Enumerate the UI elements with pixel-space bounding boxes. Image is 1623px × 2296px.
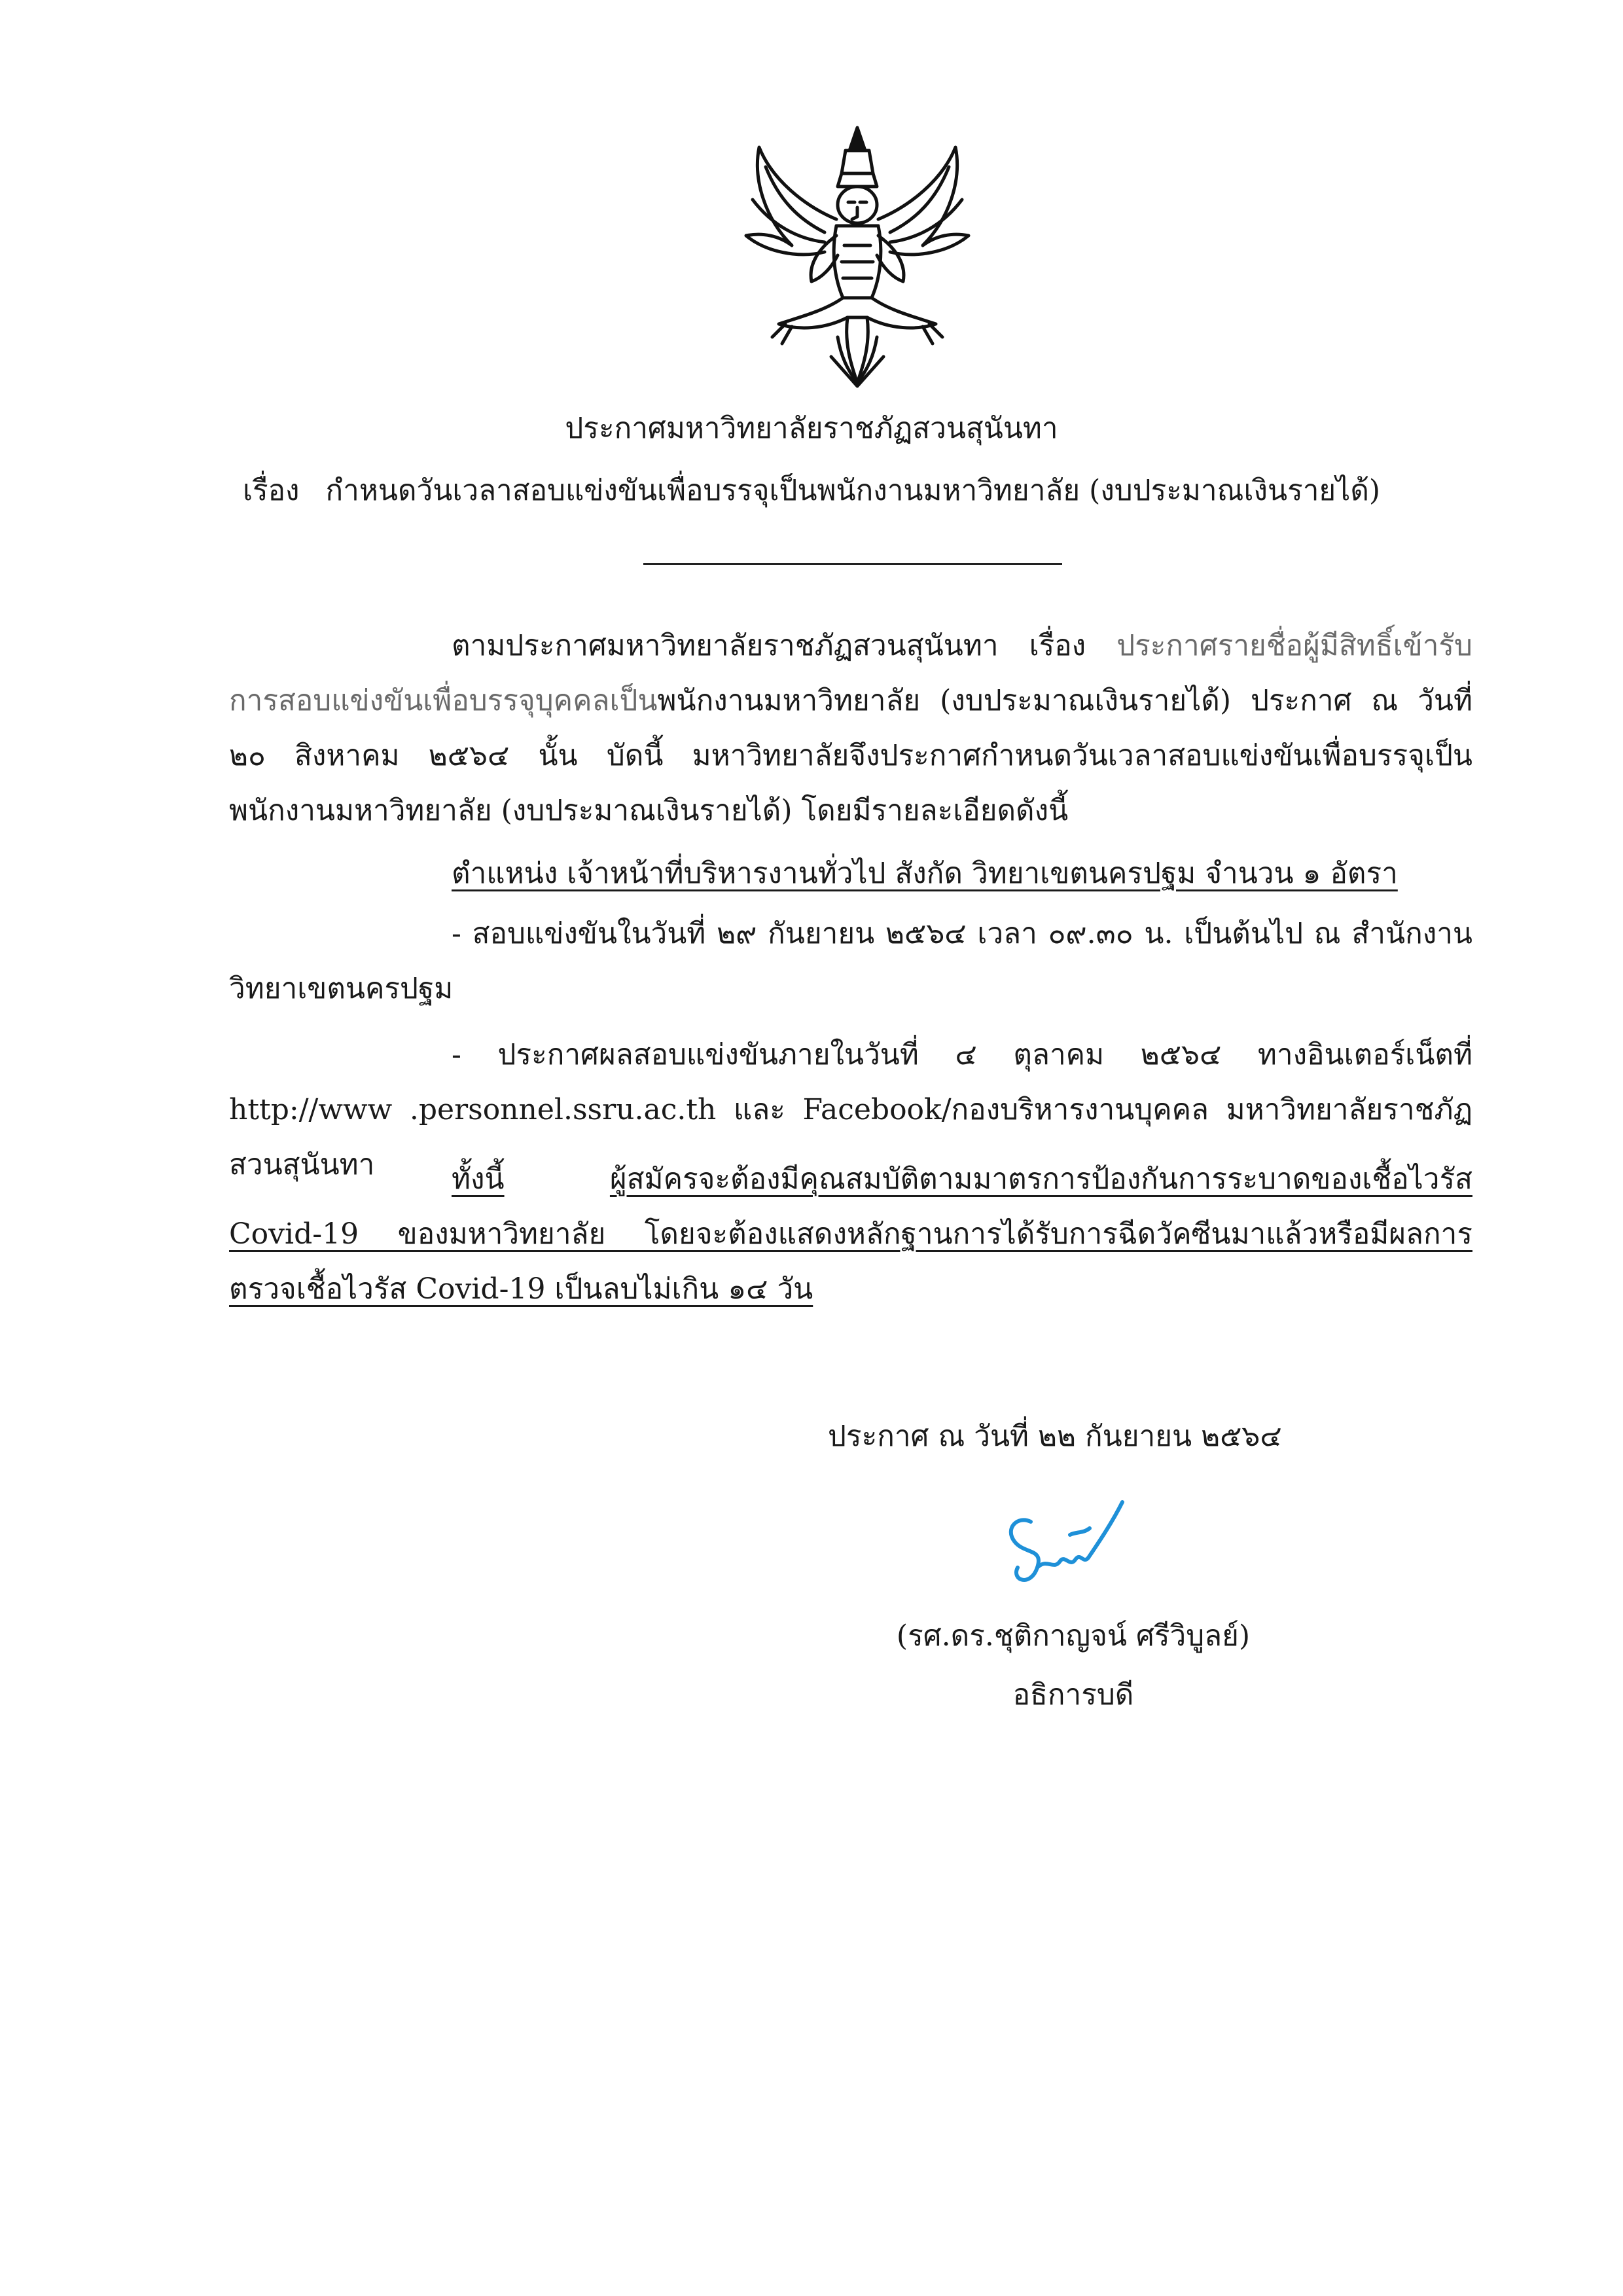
- covid-lead: ทั้งนี้: [452, 1162, 505, 1196]
- covid-text: ผู้สมัครจะต้องมีคุณสมบัติตามมาตรการป้องกันการระบาดของเชื้อไวรัส Covid-19 ของมหาวิทยาลัย โดยจะต้องแสดงหลักฐานการได้รับการฉีดวัคซีนมาแล้วหรือมีผลการตรวจเชื้อไวรัส Covid-19 เป็นลบไม่เกิน ๑๔ วัน: [229, 1162, 1472, 1306]
- exam-schedule-paragraph: - สอบแข่งขันในวันที่ ๒๙ กันยายน ๒๕๖๔ เวลา ๐๙.๓๐ น. เป็นต้นไป ณ สำนักงาน วิทยาเขตนครปฐม: [229, 917, 1472, 1005]
- intro-reference: ประกาศรายชื่อผู้มีสิทธิ์เข้ารับการสอบแข่งขันเพื่อบรรจุบุคคลเป็น: [229, 629, 1472, 717]
- garuda-emblem-icon: [726, 121, 988, 393]
- announcement-subject: [0, 471, 1623, 511]
- subject-text: กำหนดวันเวลาสอบแข่งขันเพื่อบรรจุเป็นพนักงานมหาวิทยาลัย (งบประมาณเงินรายได้): [325, 474, 1381, 507]
- covid-requirement-paragraph: [229, 1152, 1472, 1317]
- result-announcement-paragraph: - ประกาศผลสอบแข่งขันภายในวันที่ ๔ ตุลาคม ๒๕๖๔ ทางอินเตอร์เน็ตที่ http://www .personnel.ssru.ac.th และ Facebook/กองบริหารงานบุคคล มหาวิทยาลัยราชภัฏสวนสุนันทา: [229, 1038, 1472, 1181]
- intro-paragraph: [229, 619, 1472, 838]
- subject-label: เรื่อง: [242, 474, 300, 507]
- handwritten-signature: [991, 1496, 1129, 1607]
- announcement-title: ประกาศมหาวิทยาลัยราชภัฏสวนสุนันทา: [565, 412, 1058, 445]
- signer-title: อธิการบดี: [1012, 1678, 1134, 1712]
- signer-name: (รศ.ดร.ชุติกาญจน์ ศรีวิบูลย์): [896, 1619, 1251, 1653]
- announcement-date: ประกาศ ณ วันที่ ๒๒ กันยายน ๒๕๖๔: [828, 1420, 1282, 1453]
- position-line: ตำแหน่ง เจ้าหน้าที่บริหารงานทั่วไป สังกัด วิทยาเขตนครปฐม จำนวน ๑ อัตรา: [452, 857, 1398, 890]
- title-divider: [643, 563, 1062, 565]
- intro-rest: พนักงานมหาวิทยาลัย (งบประมาณเงินรายได้) ประกาศ ณ วันที่ ๒๐ สิงหาคม ๒๕๖๔ นั้น บัดนี้ มหาวิทยาลัยจึงประกาศกำหนดวันเวลาสอบแข่งขันเพื่อบรรจุเป็นพนักงานมหาวิทยาลัย (งบประมาณเงินรายได้) โดยมีรายละเอียดดังนี้: [229, 684, 1472, 827]
- intro-lead: ตามประกาศมหาวิทยาลัยราชภัฏสวนสุนันทา เรื่อง: [452, 629, 1117, 662]
